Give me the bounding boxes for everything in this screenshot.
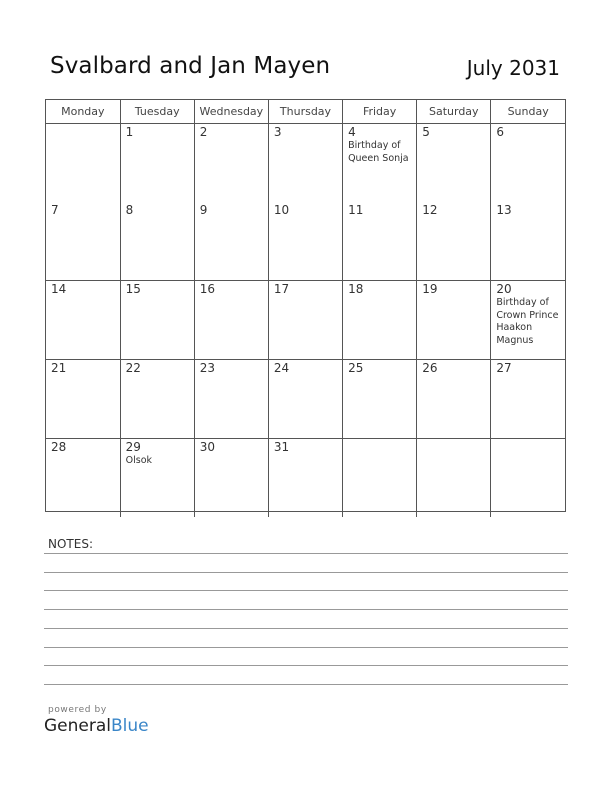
day-number: 1: [125, 125, 134, 139]
day-cell: [343, 281, 417, 360]
calendar-body: [46, 124, 565, 518]
day-number: 13: [496, 203, 512, 217]
day-number: 4: [348, 125, 356, 139]
day-number: 15: [125, 282, 141, 296]
calendar-week-row: [46, 360, 565, 439]
generalblue-logo: [44, 716, 149, 736]
day-cell: [120, 281, 194, 360]
day-number: 19: [422, 282, 438, 296]
day-number: 28: [51, 440, 67, 454]
month-label: July 2031: [466, 56, 560, 80]
day-number: 12: [422, 203, 438, 217]
day-cell: [46, 439, 120, 518]
day-cell: [46, 360, 120, 439]
notes-line: [44, 684, 568, 685]
day-number: 3: [273, 125, 282, 139]
day-cell: [268, 124, 342, 203]
day-cell: [120, 360, 194, 439]
day-number: 30: [199, 440, 216, 454]
day-cell: [46, 281, 120, 360]
holiday-label: Olsok: [125, 455, 153, 466]
day-number: 27: [496, 361, 512, 375]
day-number: 17: [273, 282, 290, 296]
holiday-label: Birthday of Queen Sonja: [348, 140, 409, 164]
day-number: 5: [422, 125, 430, 139]
day-number: 31: [273, 440, 290, 454]
calendar-title: Svalbard and Jan Mayen: [50, 53, 331, 79]
day-number: 18: [348, 282, 364, 296]
day-cell: [194, 360, 268, 439]
weekday-header: Friday: [343, 100, 417, 124]
day-cell: [194, 439, 268, 518]
day-cell: [417, 202, 491, 281]
notes-line: [44, 609, 568, 610]
weekday-header: Sunday: [491, 100, 565, 124]
weekday-header: Monday: [46, 100, 120, 124]
day-number: 26: [422, 361, 438, 375]
calendar-week-row: [46, 281, 565, 360]
day-number: 6: [496, 125, 504, 139]
day-number: 10: [273, 203, 290, 217]
logo-general: General: [44, 716, 111, 736]
day-cell: [491, 124, 565, 203]
day-number: 21: [51, 361, 67, 375]
notes-line: [44, 628, 568, 629]
day-number: 9: [199, 203, 208, 217]
day-cell: [120, 124, 194, 203]
day-cell: [417, 439, 491, 518]
day-number: 24: [273, 361, 290, 375]
day-cell: [194, 281, 268, 360]
day-cell: [46, 202, 120, 281]
day-cell: [343, 360, 417, 439]
weekday-header: Thursday: [268, 100, 342, 124]
powered-by-text: powered by: [48, 705, 107, 715]
day-cell: [491, 439, 565, 518]
day-number: 25: [348, 361, 364, 375]
day-cell: [343, 439, 417, 518]
calendar-week-row: [46, 124, 565, 203]
notes-line: [44, 647, 568, 648]
day-cell: [268, 202, 342, 281]
weekday-header: Wednesday: [194, 100, 268, 124]
weekday-header: Saturday: [417, 100, 491, 124]
day-cell: [46, 124, 120, 203]
day-number: 2: [199, 125, 208, 139]
day-number: 20: [496, 282, 512, 296]
day-cell: [268, 281, 342, 360]
day-number: 29: [125, 440, 141, 454]
day-cell: [120, 439, 194, 518]
calendar-week-row: [46, 202, 565, 281]
day-number: 14: [51, 282, 67, 296]
day-cell: [491, 360, 565, 439]
day-number: 11: [348, 203, 364, 217]
notes-label: NOTES:: [48, 537, 93, 551]
weekday-header: Tuesday: [120, 100, 194, 124]
notes-line: [44, 665, 568, 666]
day-cell: [268, 360, 342, 439]
notes-line: [44, 590, 568, 591]
day-number: 23: [199, 361, 216, 375]
day-number: 7: [51, 203, 59, 217]
notes-line: [44, 572, 568, 573]
day-cell: [120, 202, 194, 281]
notes-line: [44, 553, 568, 554]
calendar-week-row: [46, 439, 565, 518]
calendar-grid: [45, 99, 566, 512]
day-cell: [491, 281, 565, 360]
logo-blue: Blue: [111, 716, 149, 736]
day-cell: [491, 202, 565, 281]
day-cell: [343, 124, 417, 203]
day-cell: [194, 124, 268, 203]
day-cell: [268, 439, 342, 518]
day-number: 16: [199, 282, 216, 296]
day-cell: [417, 360, 491, 439]
weekday-header-row: [46, 100, 565, 124]
day-number: 22: [125, 361, 141, 375]
day-cell: [194, 202, 268, 281]
day-cell: [417, 124, 491, 203]
day-number: 8: [125, 203, 134, 217]
day-cell: [417, 281, 491, 360]
day-cell: [343, 202, 417, 281]
holiday-label: Birthday of Crown Prince Haakon Magnus: [496, 297, 559, 346]
